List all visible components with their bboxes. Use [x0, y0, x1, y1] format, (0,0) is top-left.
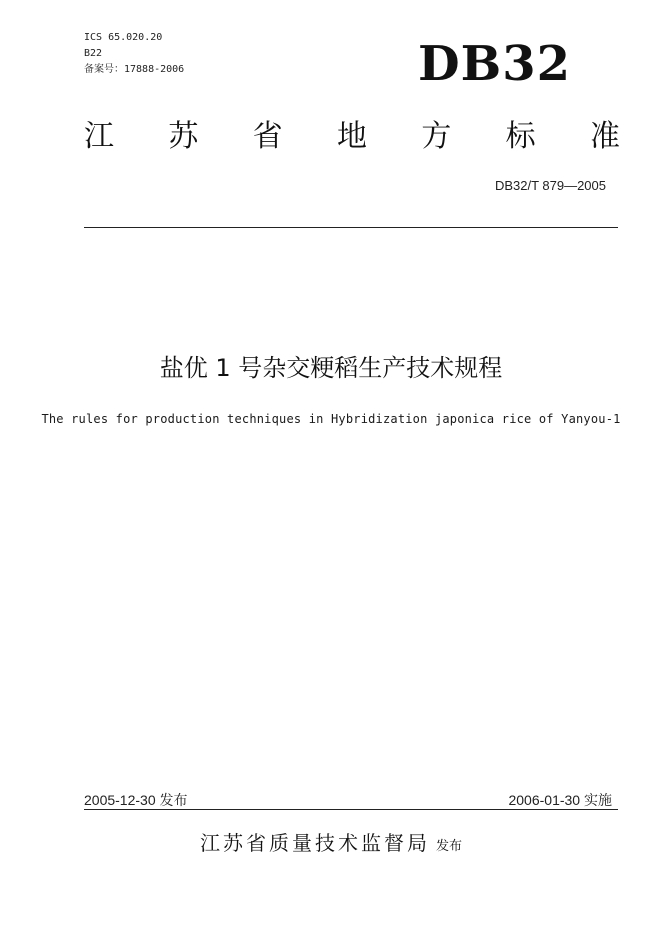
header-divider	[84, 227, 618, 228]
publisher-line	[0, 827, 662, 856]
standard-type-heading	[84, 117, 620, 157]
ics-code: ICS 65.020.20	[84, 32, 163, 43]
standard-type-char: 省	[252, 119, 283, 154]
standard-type-char: 准	[589, 119, 620, 154]
standard-type-char: 地	[336, 119, 367, 154]
implementation-date: 2006-01-30 实施	[508, 792, 612, 808]
issue-date: 2005-12-30 发布	[84, 792, 188, 808]
publisher-suffix: 发布	[435, 839, 462, 854]
filing-number: 备案号：17888-2006	[84, 64, 185, 75]
standard-type-char: 苏	[168, 119, 199, 154]
standard-number: DB32/T 879—2005	[494, 178, 606, 193]
document-title-en: The rules for production techniques in Hybridization japonica rice of Yanyou-1	[41, 412, 621, 426]
standard-type-char: 标	[505, 119, 536, 154]
header-meta	[84, 30, 184, 78]
standard-type-char: 方	[421, 119, 452, 154]
standard-logo: DB32	[418, 36, 571, 92]
footer-divider	[84, 809, 618, 810]
document-title-cn: 盐优 1 号杂交粳稻生产技术规程	[159, 354, 503, 382]
standard-type-char: 江	[84, 119, 114, 154]
publisher-organization: 江苏省质量技术监督局	[199, 831, 430, 855]
ccs-code: B22	[84, 48, 103, 59]
